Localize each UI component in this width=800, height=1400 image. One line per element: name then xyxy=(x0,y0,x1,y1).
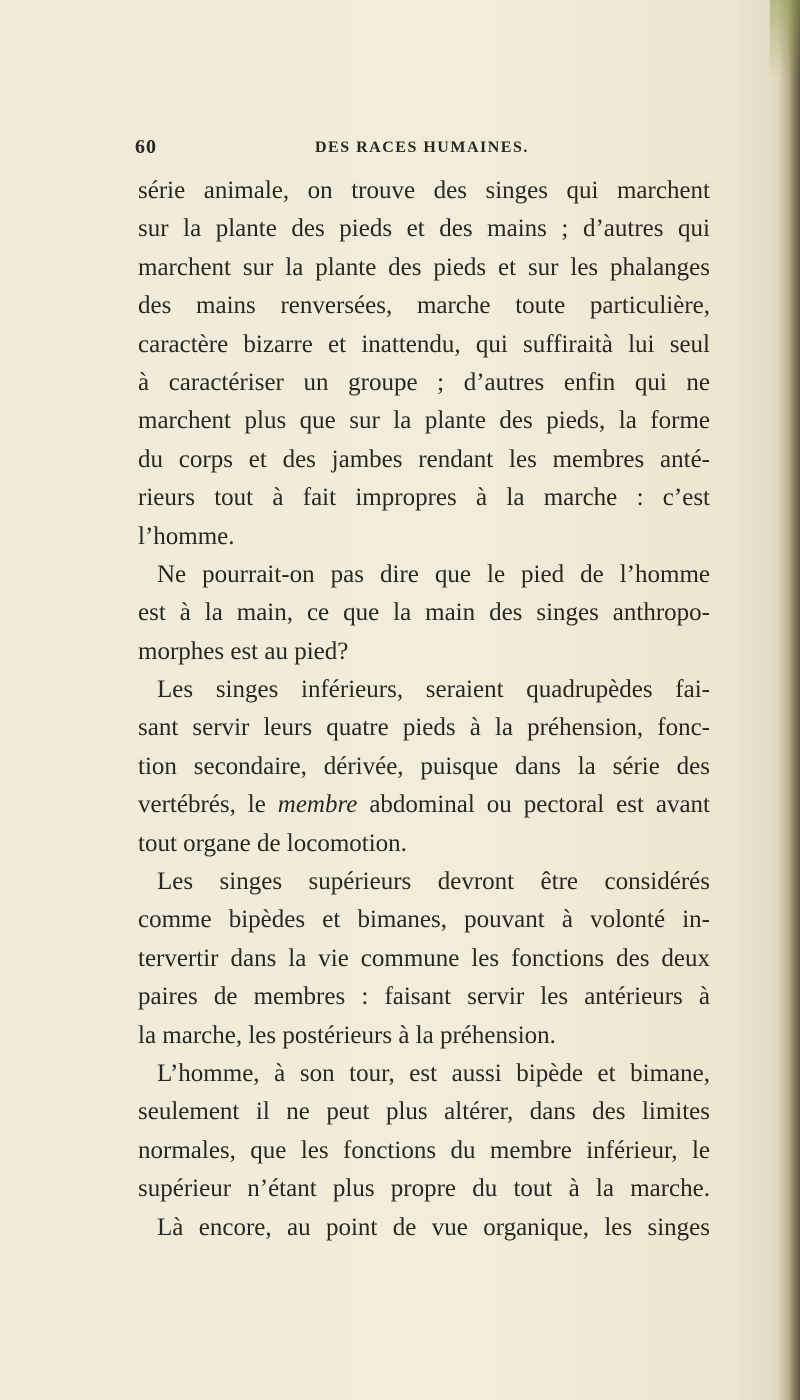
text-line: est à la main, ce que la main des singes anthropo- xyxy=(138,599,710,627)
text-line: rieurs tout à fait impropres à la marche : c’est xyxy=(138,484,710,512)
text-line: Les singes inférieurs, seraient quadrupèdes fai- xyxy=(157,676,710,704)
text-line: Là encore, au point de vue organique, les singes xyxy=(157,1213,710,1241)
page-edge-tint xyxy=(770,0,800,80)
text-line: L’homme, à son tour, est aussi bipède et bimane, xyxy=(157,1059,710,1087)
text-line: du corps et des jambes rendant les membres anté- xyxy=(138,445,710,473)
text-line: caractère bizarre et inattendu, qui suffiraità lui seul xyxy=(138,330,710,358)
text-fragment: vertébrés, le xyxy=(138,791,278,819)
text-line: sant servir leurs quatre pieds à la préhension, fonc- xyxy=(138,714,710,742)
text-line: supérieur n’étant plus propre du tout à la marche. xyxy=(138,1175,710,1203)
text-line: tout organe de locomotion. xyxy=(138,829,407,857)
text-line: morphes est au pied? xyxy=(138,637,349,665)
running-title: DES RACES HUMAINES. xyxy=(315,139,529,156)
text-line: paires de membres : faisant servir les antérieurs à xyxy=(138,983,710,1011)
text-line: sur la plante des pieds et des mains ; d’autres qui xyxy=(138,215,710,243)
text-line: seulement il ne peut plus altérer, dans des limites xyxy=(138,1098,710,1126)
text-line: à caractériser un groupe ; d’autres enfin qui ne xyxy=(138,368,710,396)
text-line: tion secondaire, dérivée, puisque dans la série des xyxy=(138,752,710,780)
text-line: comme bipèdes et bimanes, pouvant à volonté in- xyxy=(138,906,710,934)
text-line xyxy=(138,786,710,824)
running-head xyxy=(135,136,710,166)
text-line: Les singes supérieurs devront être considérés xyxy=(157,868,710,896)
text-line: Ne pourrait-on pas dire que le pied de l’homme xyxy=(157,560,710,588)
text-line: la marche, les postérieurs à la préhension. xyxy=(138,1021,556,1049)
page-number: 60 xyxy=(135,136,157,158)
page-edge-shadow xyxy=(778,0,800,1400)
page-text xyxy=(138,172,710,1247)
text-line: marchent sur la plante des pieds et sur les phalanges xyxy=(138,253,710,281)
text-line: des mains renversées, marche toute particulière, xyxy=(138,292,710,320)
text-line: l’homme. xyxy=(138,522,235,550)
text-line: série animale, on trouve des singes qui marchent xyxy=(138,177,710,204)
italic-word: membre xyxy=(277,791,358,819)
text-fragment: abdominal ou pectoral est avant xyxy=(357,791,711,819)
text-line: normales, que les fonctions du membre inférieur, le xyxy=(138,1136,710,1164)
text-line: tervertir dans la vie commune les fonctions des deux xyxy=(138,944,710,972)
text-line: marchent plus que sur la plante des pieds, la forme xyxy=(138,407,710,435)
